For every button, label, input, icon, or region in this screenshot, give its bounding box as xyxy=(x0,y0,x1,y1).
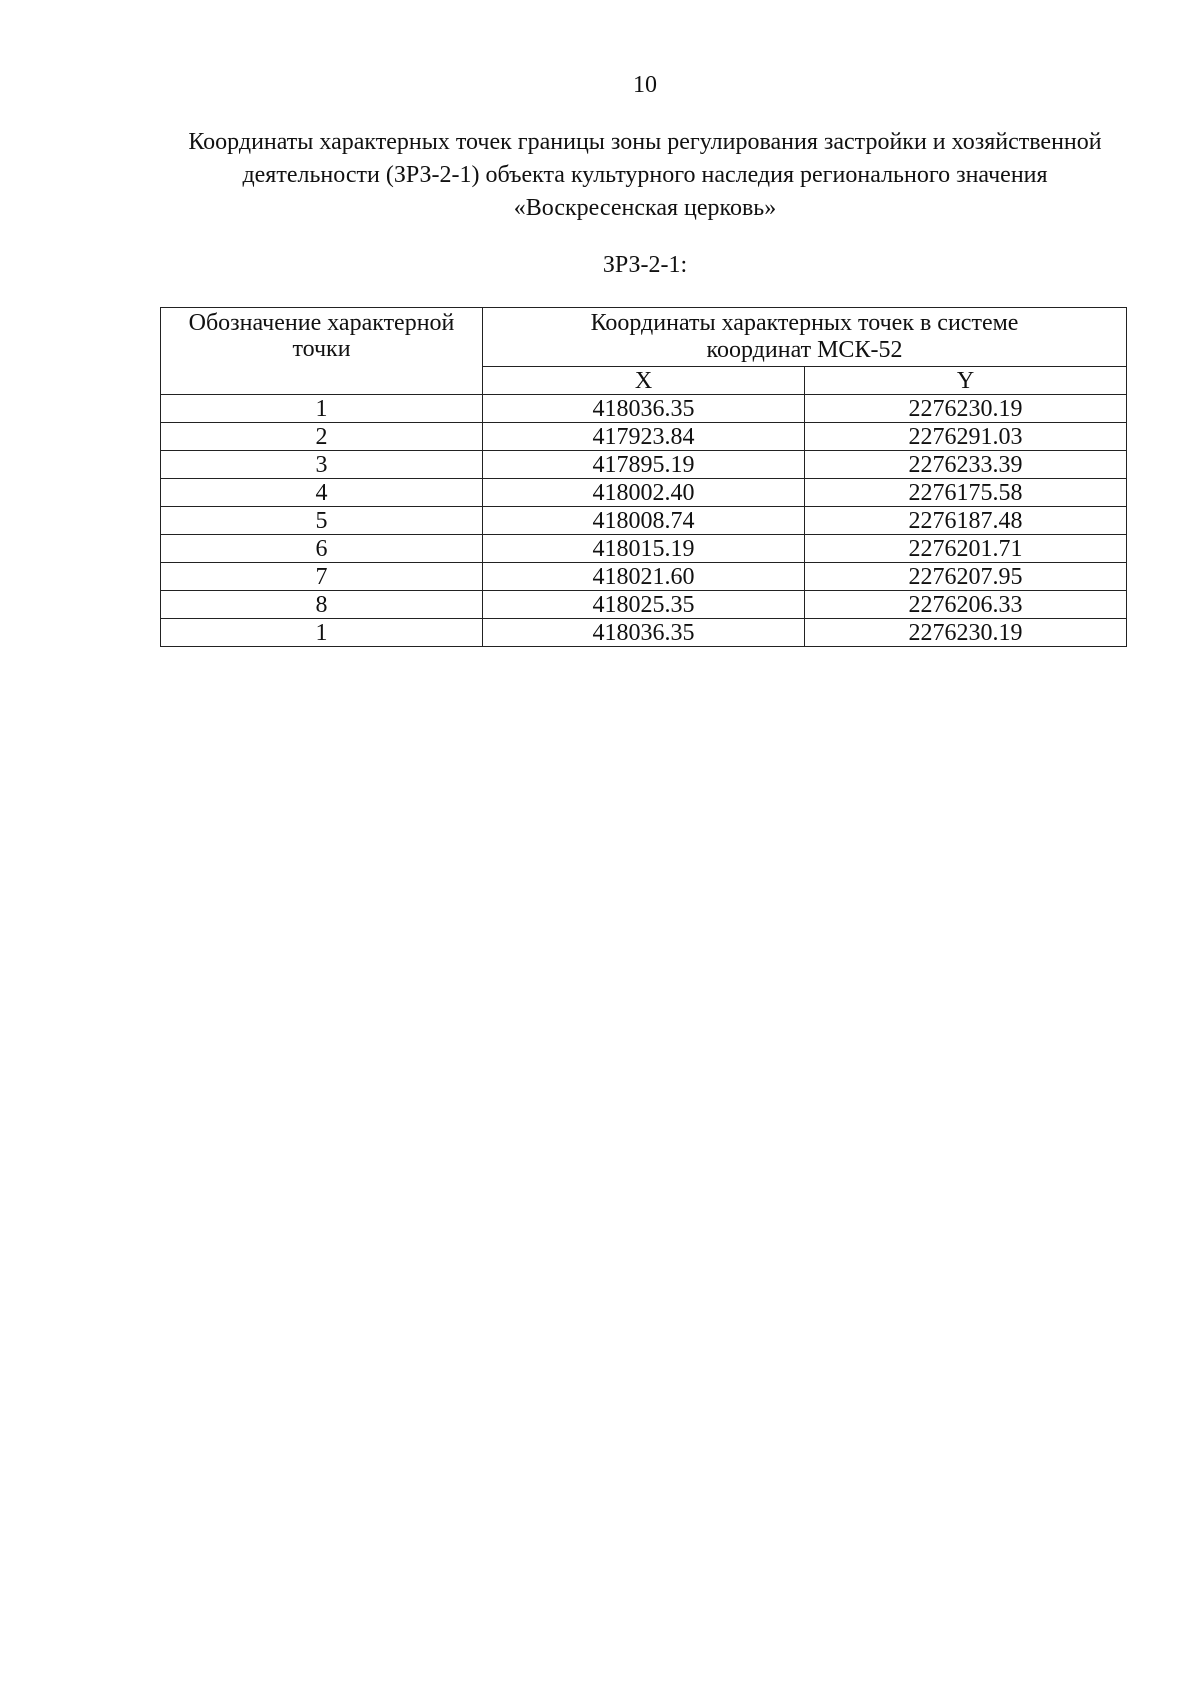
cell-point: 5 xyxy=(161,507,483,535)
cell-point: 1 xyxy=(161,395,483,423)
title-line-2: деятельности (ЗРЗ-2-1) объекта культурного наследия регионального значения xyxy=(242,162,1048,188)
title-line-3: «Воскресенская церковь» xyxy=(513,195,777,221)
title-line-1: Координаты характерных точек границы зоны регулирования застройки и хозяйственной xyxy=(188,129,1102,155)
cell-y: 2276230.19 xyxy=(805,395,1127,423)
cell-point: 6 xyxy=(161,535,483,563)
cell-x: 417895.19 xyxy=(483,451,805,479)
header-point-line-2: точки xyxy=(292,336,351,362)
table-row xyxy=(161,507,1127,535)
table-row xyxy=(161,591,1127,619)
header-point-line-1: Обозначение характерной xyxy=(188,310,455,336)
header-coords-line-1: Координаты характерных точек в системе xyxy=(590,310,1019,336)
cell-x: 418015.19 xyxy=(483,535,805,563)
cell-y: 2276201.71 xyxy=(805,535,1127,563)
cell-x: 418021.60 xyxy=(483,563,805,591)
cell-y: 2276175.58 xyxy=(805,479,1127,507)
table-row xyxy=(161,563,1127,591)
cell-y: 2276291.03 xyxy=(805,423,1127,451)
page-number: 10 xyxy=(633,72,657,98)
header-point-designation xyxy=(161,308,483,395)
table-row xyxy=(161,451,1127,479)
table-row xyxy=(161,423,1127,451)
table-header-row xyxy=(161,308,1127,367)
document-title xyxy=(150,126,1140,225)
cell-x: 418008.74 xyxy=(483,507,805,535)
cell-point: 7 xyxy=(161,563,483,591)
coordinates-table xyxy=(160,307,1127,647)
zone-label: ЗРЗ-2-1: xyxy=(602,252,688,278)
table-row xyxy=(161,535,1127,563)
header-x: X xyxy=(483,367,805,395)
header-coords-line-2: координат МСК-52 xyxy=(706,337,903,363)
cell-point: 3 xyxy=(161,451,483,479)
table-row xyxy=(161,395,1127,423)
cell-y: 2276233.39 xyxy=(805,451,1127,479)
cell-y: 2276187.48 xyxy=(805,507,1127,535)
cell-point: 1 xyxy=(161,619,483,647)
cell-x: 418002.40 xyxy=(483,479,805,507)
cell-x: 418025.35 xyxy=(483,591,805,619)
header-coordinates xyxy=(483,308,1127,367)
cell-y: 2276206.33 xyxy=(805,591,1127,619)
cell-point: 8 xyxy=(161,591,483,619)
header-y: Y xyxy=(805,367,1127,395)
cell-point: 4 xyxy=(161,479,483,507)
table-row xyxy=(161,619,1127,647)
cell-y: 2276207.95 xyxy=(805,563,1127,591)
table-row xyxy=(161,479,1127,507)
cell-point: 2 xyxy=(161,423,483,451)
cell-x: 417923.84 xyxy=(483,423,805,451)
cell-x: 418036.35 xyxy=(483,395,805,423)
cell-x: 418036.35 xyxy=(483,619,805,647)
cell-y: 2276230.19 xyxy=(805,619,1127,647)
